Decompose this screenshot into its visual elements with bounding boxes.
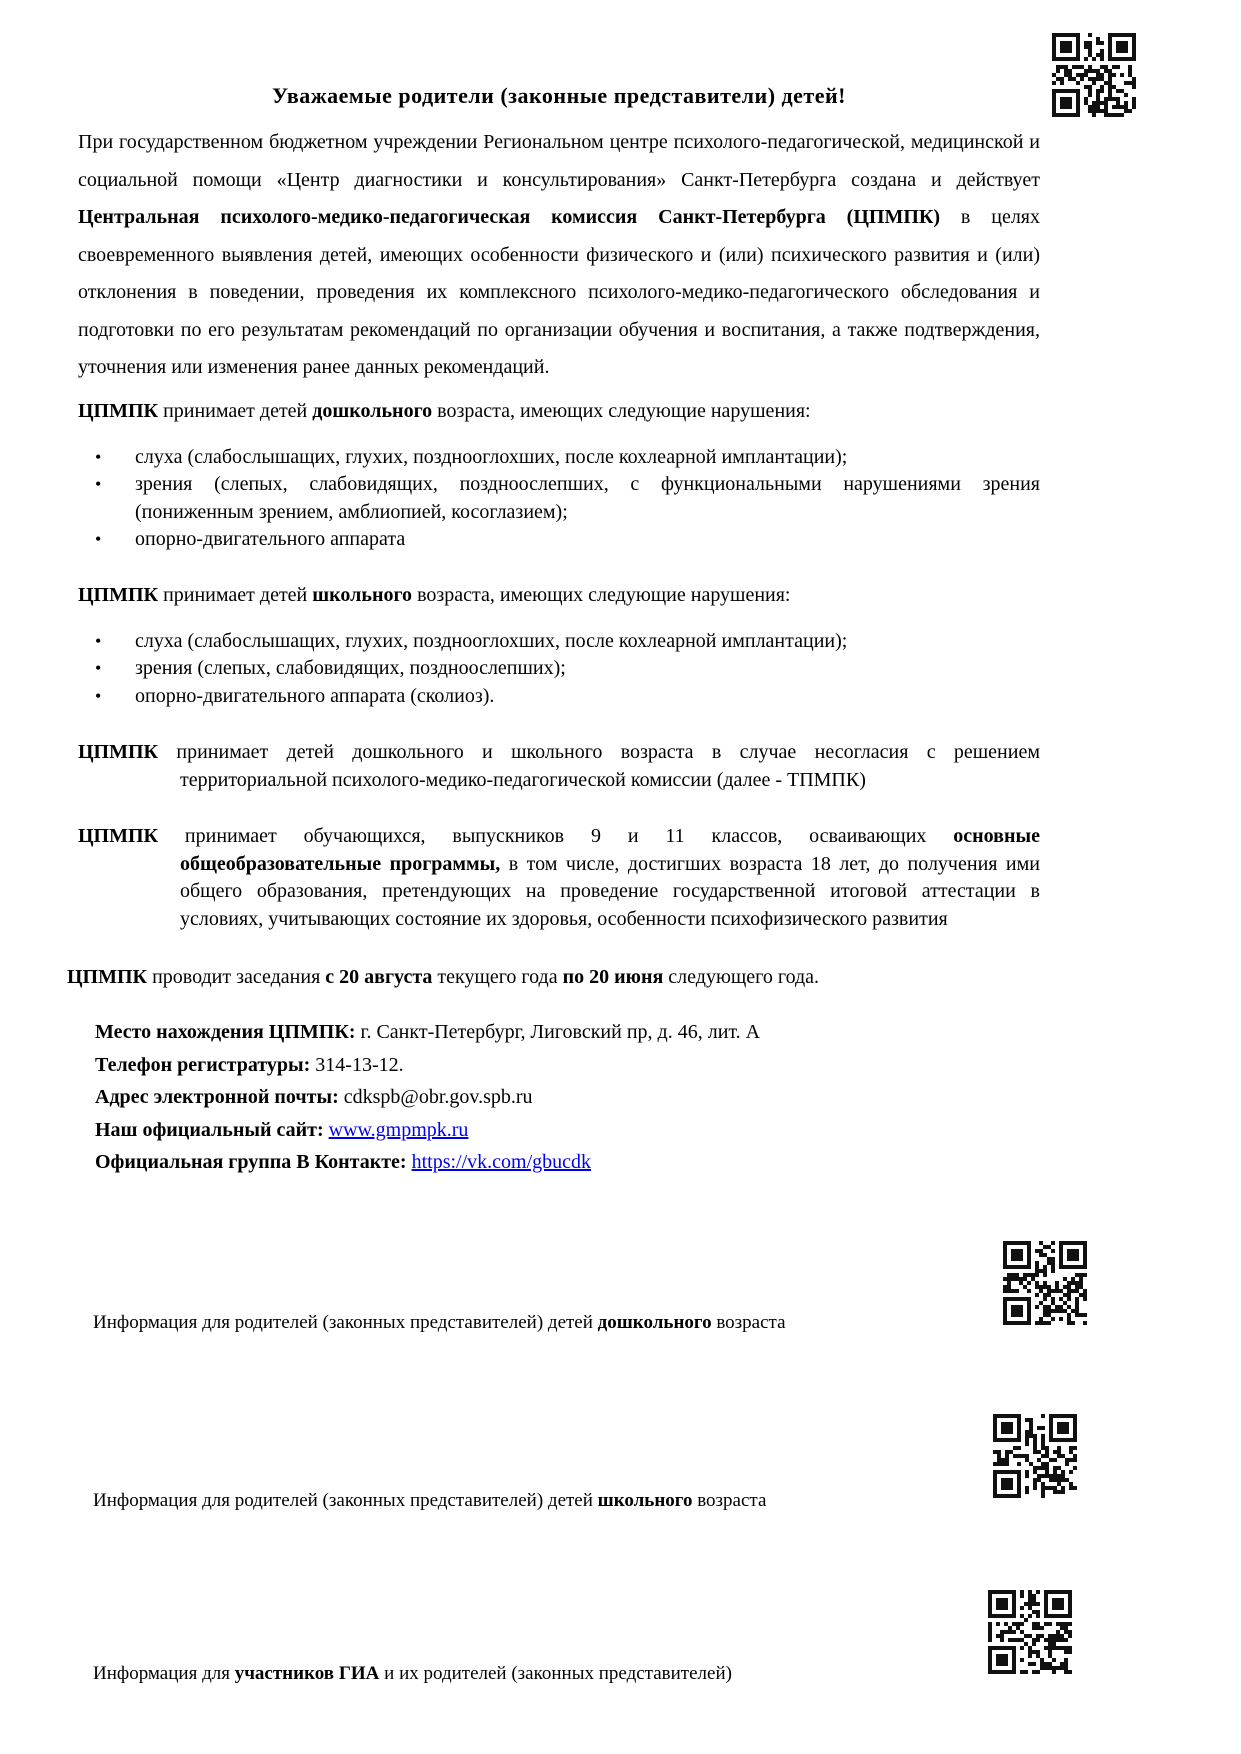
list-item: • опорно-двигательного аппарата (сколиоз).	[78, 683, 1040, 711]
contact-phone	[95, 1049, 1040, 1082]
intro-paragraph	[78, 124, 1040, 387]
text-segment: Информация для родителей (законных представителей) детей	[93, 1312, 598, 1333]
document-body	[67, 82, 1040, 1179]
text-segment: в целях своевременного выявления детей, имеющих особенности физического и (или) психического развития и (или) отклонения в поведении, проведения их комплексного психолого-медико-педагогического обследования и подготовки по его результатам рекомендаций по организации обучения и воспитания, а также подтверждения, уточнения или изменения ранее данных рекомендаций.	[78, 206, 1040, 378]
text-segment: ЦПМПК	[67, 966, 148, 988]
vk-group-link[interactable]: https://vk.com/gbucdk	[411, 1151, 592, 1173]
text-segment: Адрес электронной почты:	[95, 1086, 339, 1108]
text-segment: Официальная группа В Контакте:	[95, 1151, 407, 1173]
text-segment: ЦПМПК	[78, 583, 159, 606]
text-segment: школьного	[312, 583, 413, 606]
list-item: • слуха (слабослышащих, глухих, позднооглохших, после кохлеарной имплантации);	[78, 444, 1040, 472]
gia-paragraph	[78, 823, 1040, 933]
list-item: • зрения (слепых, слабовидящих, поздноослепших, с функциональными нарушениями зрения (пониженным зрением, амблиопией, косоглазием);	[78, 471, 1040, 526]
text-segment: дошкольного	[312, 399, 433, 422]
text-segment: Информация для родителей (законных представителей) детей	[93, 1490, 598, 1511]
text-segment: проводит заседания	[147, 966, 326, 988]
list-item: • опорно-двигательного аппарата	[78, 526, 1040, 554]
official-site-link[interactable]: www.gmpmpk.ru	[328, 1118, 469, 1141]
disagreement-paragraph	[78, 739, 1040, 794]
contacts-block	[95, 1016, 1040, 1179]
text-segment: г. Санкт-Петербург, Лиговский пр, д. 46, лит. А	[355, 1021, 761, 1043]
text-segment: Наш официальный сайт:	[95, 1118, 324, 1141]
text-segment: Телефон регистратуры:	[95, 1053, 311, 1076]
qr-caption-gia	[93, 1662, 732, 1686]
list-item: • зрения (слепых, слабовидящих, поздноослепших);	[78, 655, 1040, 683]
text-segment: cdkspb@obr.gov.spb.ru	[338, 1086, 533, 1108]
text-segment: принимает детей	[158, 583, 313, 606]
school-section-heading	[78, 581, 1040, 609]
text-segment: и их родителей (законных представителей)	[379, 1663, 732, 1684]
qr-caption-school	[93, 1489, 766, 1513]
text-segment: возраста	[711, 1312, 786, 1333]
text-segment: текущего года	[432, 966, 563, 988]
text-segment: возраста, имеющих следующие нарушения:	[432, 399, 811, 422]
qr-code-school-info-icon	[993, 1414, 1077, 1498]
text-segment: следующего года.	[663, 966, 820, 988]
contact-location	[95, 1016, 1040, 1049]
text-segment: Информация для	[93, 1663, 235, 1684]
text-segment: с 20 августа	[325, 966, 433, 988]
list-item: • слуха (слабослышащих, глухих, позднооглохших, после кохлеарной имплантации);	[78, 628, 1040, 656]
text-segment: ЦПМПК	[78, 399, 159, 422]
qr-code-top-icon	[1052, 33, 1136, 117]
text-segment: При государственном бюджетном учреждении Региональном центре психолого-педагогической, медицинской и социальной помощи «Центр диагностики и консультирования» Санкт-Петербурга создана и действует	[78, 131, 1040, 191]
preschool-bullet-list	[78, 444, 1040, 554]
qr-caption-preschool	[93, 1311, 786, 1335]
contact-email	[95, 1081, 1040, 1114]
preschool-section-heading	[78, 397, 1040, 425]
schedule-paragraph	[67, 963, 1040, 991]
text-segment: основные общеобразовательные программы,	[180, 825, 1040, 875]
text-segment: возраста, имеющих следующие нарушения:	[412, 583, 791, 606]
school-bullet-list	[78, 628, 1040, 711]
text-segment: Центральная психолого-медико-педагогическая комиссия Санкт-Петербурга (ЦПМПК)	[78, 206, 941, 228]
text-segment: участников ГИА	[234, 1663, 380, 1684]
text-segment: ЦПМПК	[78, 825, 159, 847]
text-segment: в том числе, достигших возраста 18 лет, до получения ими общего образования, претендующих на проведение государственной итоговой аттестации в условиях, учитывающих состояние их здоровья, особенности психофизического развития	[180, 852, 1040, 930]
text-segment: возраста	[692, 1490, 767, 1511]
text-segment: принимает обучающихся, выпускников 9 и 11 классов, осваивающих	[158, 825, 954, 847]
contact-site	[95, 1114, 1040, 1147]
text-segment: ЦПМПК	[78, 741, 159, 763]
text-segment: дошкольного	[597, 1312, 712, 1333]
contact-vk	[95, 1146, 1040, 1179]
text-segment: школьного	[597, 1490, 693, 1511]
qr-code-gia-info-icon	[988, 1590, 1072, 1674]
qr-code-preschool-info-icon	[1003, 1241, 1087, 1325]
text-segment: Место нахождения ЦПМПК:	[95, 1021, 356, 1043]
text-segment: по 20 июня	[562, 966, 664, 988]
text-segment: принимает детей дошкольного и школьного возраста в случае несогласия с решением территориальной психолого-медико-педагогической комиссии (далее - ТПМПК)	[158, 741, 1040, 791]
document-title: Уважаемые родители (законные представители) детей!	[271, 83, 846, 108]
text-segment: 314-13-12.	[310, 1053, 404, 1076]
text-segment: принимает детей	[158, 399, 313, 422]
